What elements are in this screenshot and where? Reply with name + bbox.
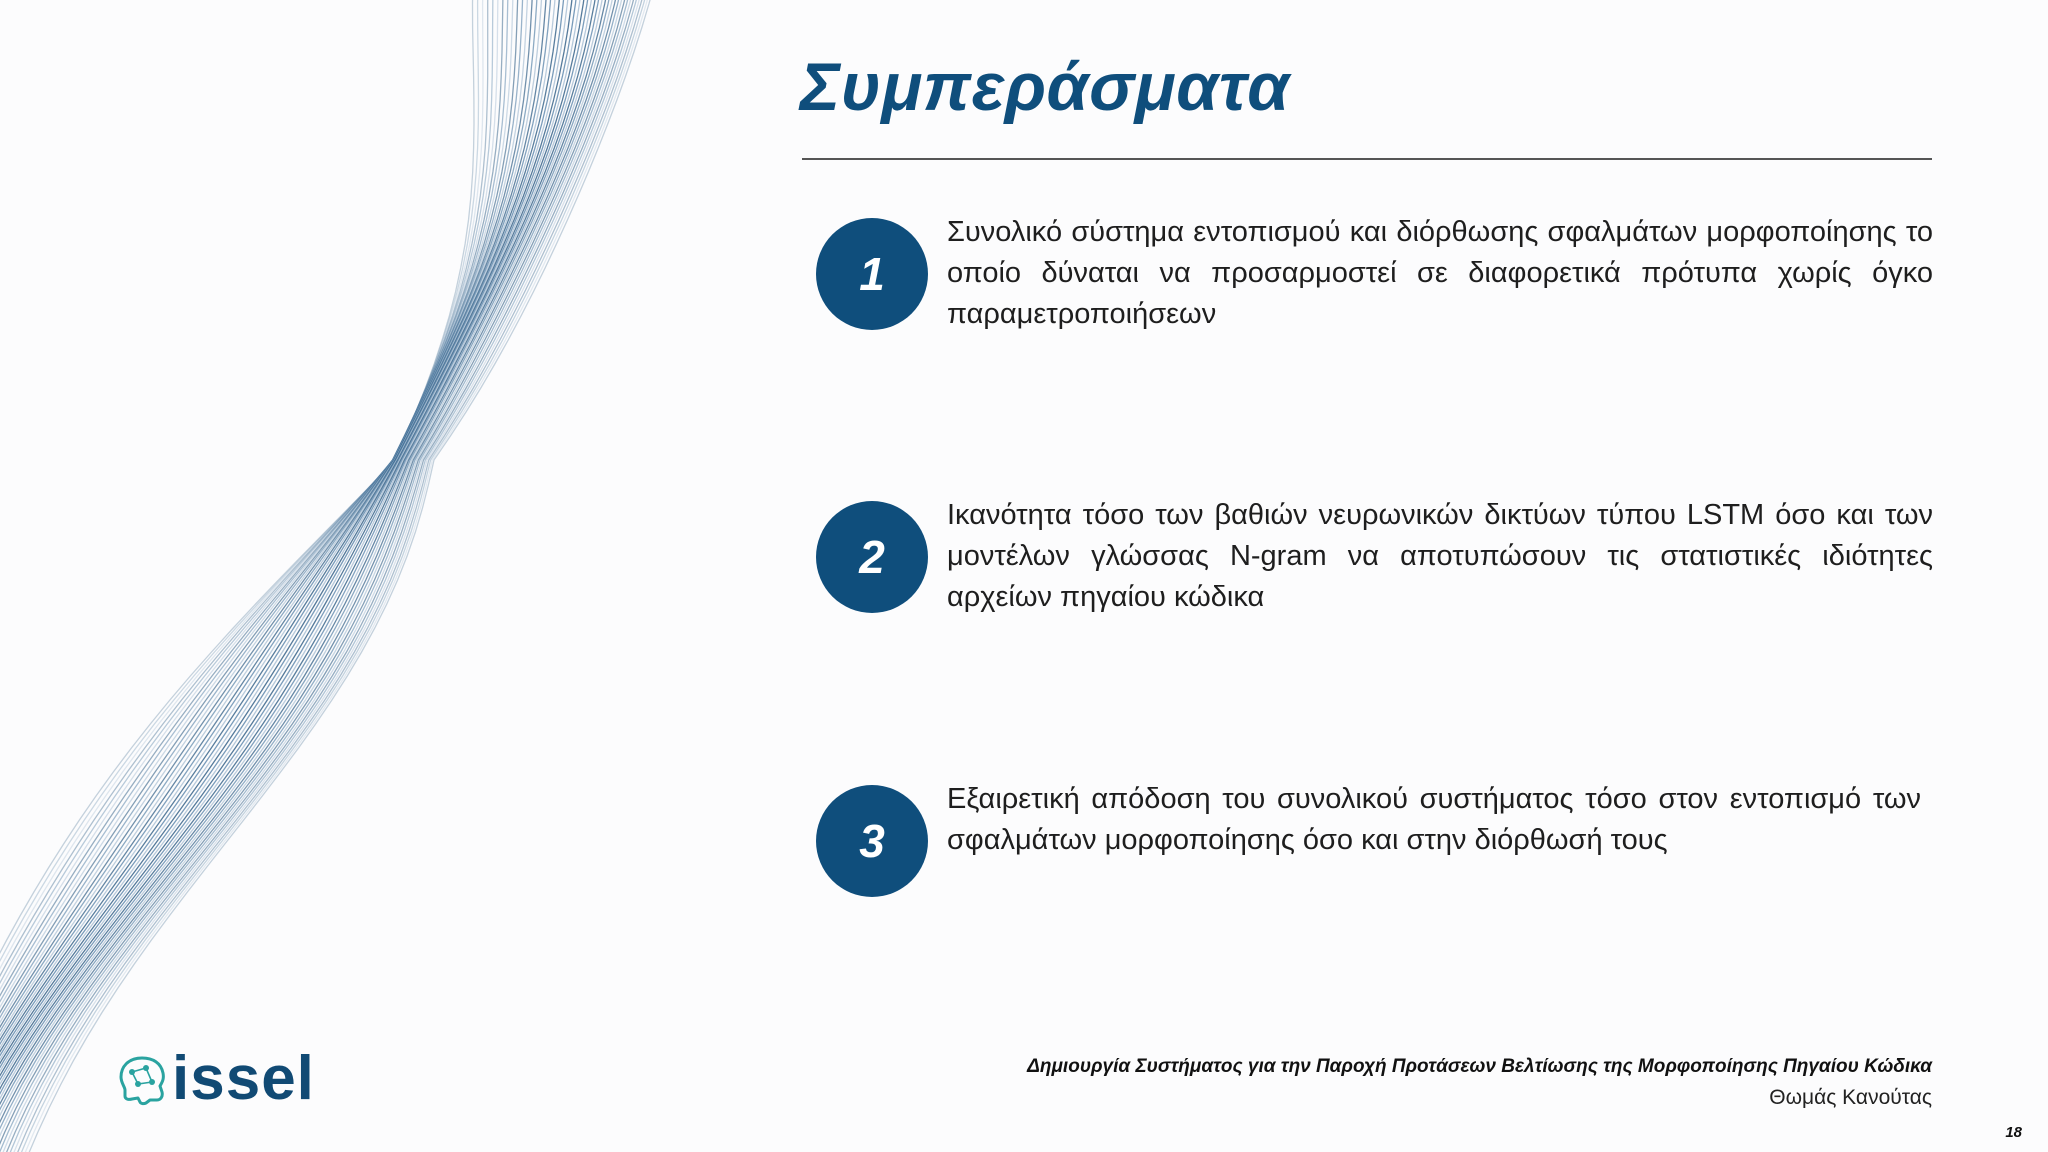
title-divider [802, 158, 1932, 160]
footer-thesis-title: Δημιουργία Συστήματος για την Παροχή Προτάσεων Βελτίωσης της Μορφοποίησης Πηγαίου Κώδικα [1027, 1056, 1932, 1077]
decorative-wave-ribbon [0, 0, 760, 1152]
ribbon-strand [0, 0, 503, 1152]
number-badge: 3 [816, 785, 928, 897]
conclusion-text: Εξαιρετική απόδοση του συνολικού συστήματος τόσο στον εντοπισμό των σφαλμάτων μορφοποίησης όσο και στην διόρθωσή τους [947, 783, 1921, 856]
ribbon-strand [0, 0, 518, 1152]
ribbon-strand [0, 0, 483, 1152]
ribbon-strand [0, 0, 488, 1152]
conclusion-text: Ικανότητα τόσο των βαθιών νευρωνικών δικτύων τύπου LSTM όσο και των μοντέλων γλώσσας N-gram να αποτυπώσουν τις στατιστικές ιδιότητες αρχείων πηγαίου κώδικα [947, 499, 1933, 613]
page-number: 18 [2005, 1124, 2022, 1141]
slide-title: Συμπεράσματα [800, 49, 1290, 125]
logo-wordmark: issel [172, 1044, 315, 1113]
ribbon-strand [5, 0, 639, 1152]
number-badge: 2 [816, 501, 928, 613]
conclusion-text: Συνολικό σύστημα εντοπισμού και διόρθωσης σφαλμάτων μορφοποίησης το οποίο δύναται να προσαρμοστεί σε διαφορετικά πρότυπα χωρίς όγκο παραμετροποιήσεων [947, 216, 1933, 330]
footer-author: Θωμάς Κανούτας [1769, 1086, 1932, 1109]
ribbon-strand [28, 0, 656, 1152]
ribbon-strand [0, 0, 523, 1152]
issel-logo [116, 1044, 315, 1113]
ribbon-strand [0, 0, 538, 1152]
number-badge: 1 [816, 218, 928, 330]
issel-head-icon [116, 1052, 168, 1106]
